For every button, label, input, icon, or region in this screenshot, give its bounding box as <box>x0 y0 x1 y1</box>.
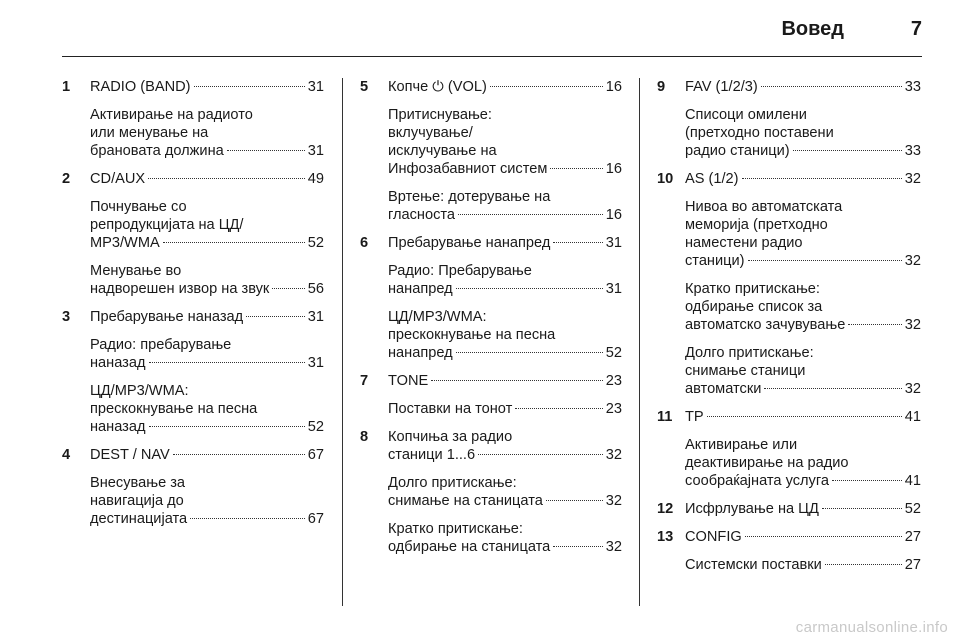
index-entry <box>657 408 921 490</box>
entry-text: Копче ⏻ (VOL) <box>388 79 487 95</box>
index-entry <box>62 446 324 528</box>
sub-entry <box>90 262 324 298</box>
toc-line <box>90 446 324 464</box>
toc-line <box>90 308 324 326</box>
entry-number: 6 <box>360 235 369 251</box>
toc-line <box>685 528 921 546</box>
entry-number: 7 <box>360 373 369 389</box>
entry-page: 31 <box>605 235 622 251</box>
index-entry <box>657 500 921 518</box>
sub-entry-line: Менување во <box>90 263 182 279</box>
sub-entry-line: навигација до <box>90 493 184 509</box>
dot-leader <box>546 500 603 501</box>
entry-page: 52 <box>605 345 622 361</box>
entry-page: 16 <box>605 79 622 95</box>
entry-text: наназад <box>90 419 146 435</box>
index-entry <box>360 78 622 224</box>
sub-entry-line: Почнување со <box>90 199 187 215</box>
dot-leader <box>707 416 902 417</box>
page-title: Вовед <box>781 18 844 40</box>
dot-leader <box>194 86 305 87</box>
index-entry <box>62 170 324 298</box>
index-column-3 <box>657 78 921 584</box>
index-column-2 <box>360 78 622 566</box>
entry-text: радио станици) <box>685 143 790 159</box>
toc-line <box>388 446 622 464</box>
sub-entry-line: наместени радио <box>685 235 803 251</box>
dot-leader <box>148 178 305 179</box>
entry-page: 32 <box>605 539 622 555</box>
entry-number: 8 <box>360 429 369 445</box>
sub-entry-line: Радио: пребарување <box>90 337 232 353</box>
sub-entry <box>685 556 921 574</box>
toc-line <box>90 142 324 160</box>
entry-text: Копчиња за радио <box>388 429 513 445</box>
entry-text: автоматски <box>685 381 762 397</box>
sub-entry-line: Кратко притискање: <box>388 521 523 537</box>
sub-entry-line: ЦД/MP3/WMA: <box>388 309 487 325</box>
entry-text: брановата должина <box>90 143 224 159</box>
entry-page: 67 <box>307 447 324 463</box>
dot-leader <box>761 86 902 87</box>
dot-leader <box>149 426 305 427</box>
entry-text: сообраќајната услуга <box>685 473 829 489</box>
sub-entry-line: прескокнување на песна <box>388 327 556 343</box>
index-entry <box>360 372 622 418</box>
entry-text: MP3/WMA <box>90 235 160 251</box>
entry-text: станици) <box>685 253 745 269</box>
entry-text: AS (1/2) <box>685 171 739 187</box>
entry-number: 13 <box>657 529 674 545</box>
entry-page: 16 <box>605 207 622 223</box>
toc-line <box>685 472 921 490</box>
sub-entry-line: снимање станици <box>685 363 806 379</box>
entry-page: 52 <box>904 501 921 517</box>
entry-number: 11 <box>657 409 673 425</box>
entry-text: Исфрлување на ЦД <box>685 501 819 517</box>
entry-page: 32 <box>605 447 622 463</box>
sub-entry <box>388 106 622 178</box>
page-header <box>0 0 960 60</box>
entry-text: снимање на станицата <box>388 493 543 509</box>
sub-entry <box>388 520 622 556</box>
dot-leader <box>832 480 902 481</box>
sub-entry-line: или менување на <box>90 125 209 141</box>
entry-text: нанапред <box>388 281 453 297</box>
entry-text: TONE <box>388 373 429 389</box>
entry-page: 56 <box>307 281 324 297</box>
entry-page: 31 <box>605 281 622 297</box>
sub-entry <box>90 336 324 372</box>
entry-page: 31 <box>307 143 324 159</box>
toc-line <box>388 372 622 390</box>
toc-line <box>685 252 921 270</box>
entry-text: Пребарување нанапред <box>388 235 551 251</box>
dot-leader <box>173 454 305 455</box>
dot-leader <box>793 150 902 151</box>
sub-entry <box>90 106 324 160</box>
sub-entry <box>90 198 324 252</box>
dot-leader <box>490 86 603 87</box>
sub-entry-line: Нивоа во автоматската <box>685 199 843 215</box>
entry-number: 2 <box>62 171 71 187</box>
sub-entry <box>685 106 921 160</box>
dot-leader <box>163 242 305 243</box>
sub-entry <box>90 382 324 436</box>
sub-entry-line: деактивирање на радио <box>685 455 849 471</box>
entry-page: 27 <box>904 529 921 545</box>
toc-line <box>685 500 921 518</box>
entry-page: 33 <box>904 79 921 95</box>
toc-line <box>388 234 622 252</box>
toc-line <box>388 538 622 556</box>
entry-page: 52 <box>307 235 324 251</box>
entry-text: станици 1...6 <box>388 447 476 463</box>
entry-page: 23 <box>605 401 622 417</box>
dot-leader <box>456 352 603 353</box>
entry-text: наназад <box>90 355 146 371</box>
index-entry <box>62 308 324 436</box>
index-entry <box>657 528 921 574</box>
toc-line <box>685 142 921 160</box>
dot-leader <box>550 168 602 169</box>
entry-number: 3 <box>62 309 71 325</box>
toc-line <box>90 280 324 298</box>
toc-line <box>685 380 921 398</box>
dot-leader <box>431 380 602 381</box>
sub-entry <box>685 436 921 490</box>
entry-text: RADIO (BAND) <box>90 79 191 95</box>
entry-page: 31 <box>307 79 324 95</box>
entry-page: 31 <box>307 355 324 371</box>
entry-text: Системски поставки <box>685 557 822 573</box>
sub-entry-line: репродукцијата на ЦД/ <box>90 217 244 233</box>
entry-text: CONFIG <box>685 529 742 545</box>
sub-entry <box>685 344 921 398</box>
toc-line <box>90 170 324 188</box>
dot-leader <box>742 178 902 179</box>
entry-number: 1 <box>62 79 71 95</box>
sub-entry-line: Списоци омилени <box>685 107 807 123</box>
sub-entry-line: Кратко притискање: <box>685 281 820 297</box>
header-rule <box>62 56 922 57</box>
toc-line <box>388 428 622 446</box>
sub-entry <box>388 474 622 510</box>
index-entry <box>360 428 622 556</box>
index-column-1 <box>62 78 324 538</box>
dot-leader <box>553 242 602 243</box>
dot-leader <box>149 362 305 363</box>
dot-leader <box>246 316 305 317</box>
toc-line <box>685 316 921 334</box>
entry-page: 52 <box>307 419 324 435</box>
entry-text: автоматско зачувување <box>685 317 846 333</box>
toc-line <box>685 556 921 574</box>
dot-leader <box>272 288 304 289</box>
dot-leader <box>748 260 902 261</box>
sub-entry-line: (претходно поставени <box>685 125 834 141</box>
dot-leader <box>458 214 603 215</box>
sub-entry <box>388 262 622 298</box>
entry-text: надворешен извор на звук <box>90 281 270 297</box>
entry-page: 67 <box>307 511 324 527</box>
entry-text: одбирање на станицата <box>388 539 551 555</box>
sub-entry-line: Долго притискање: <box>388 475 517 491</box>
dot-leader <box>825 564 902 565</box>
entry-number: 9 <box>657 79 666 95</box>
toc-line <box>90 510 324 528</box>
sub-entry-line: Притиснување: <box>388 107 492 123</box>
dot-leader <box>190 518 305 519</box>
entry-number: 10 <box>657 171 674 187</box>
entry-text: CD/AUX <box>90 171 146 187</box>
page-number: 7 <box>910 18 922 40</box>
column-divider <box>342 78 343 606</box>
toc-line <box>685 408 921 426</box>
entry-page: 32 <box>904 381 921 397</box>
entry-text: дестинацијата <box>90 511 188 527</box>
toc-line <box>388 280 622 298</box>
entry-page: 31 <box>307 309 324 325</box>
entry-page: 32 <box>904 317 921 333</box>
toc-line <box>90 354 324 372</box>
entry-text: Пребарување наназад <box>90 309 244 325</box>
entry-number: 5 <box>360 79 369 95</box>
dot-leader <box>764 388 901 389</box>
entry-page: 16 <box>605 161 622 177</box>
sub-entry-line: Радио: Пребарување <box>388 263 532 279</box>
sub-entry-line: Активирање или <box>685 437 798 453</box>
sub-entry-line: Вртење: дотерување на <box>388 189 551 205</box>
index-entry <box>657 170 921 398</box>
entry-text: нанапред <box>388 345 453 361</box>
dot-leader <box>745 536 902 537</box>
sub-entry-line: ЦД/MP3/WMA: <box>90 383 189 399</box>
toc-line <box>388 344 622 362</box>
sub-entry-line: одбирање список за <box>685 299 823 315</box>
entry-page: 41 <box>904 473 921 489</box>
entry-page: 27 <box>904 557 921 573</box>
toc-line <box>685 170 921 188</box>
entry-number: 4 <box>62 447 71 463</box>
entry-page: 32 <box>605 493 622 509</box>
index-entry <box>657 78 921 160</box>
sub-entry <box>685 198 921 270</box>
sub-entry-line: Внесување за <box>90 475 186 491</box>
entry-page: 32 <box>904 171 921 187</box>
toc-line <box>388 160 622 178</box>
dot-leader <box>227 150 305 151</box>
column-divider <box>639 78 640 606</box>
sub-entry <box>388 188 622 224</box>
dot-leader <box>822 508 902 509</box>
sub-entry <box>388 400 622 418</box>
dot-leader <box>553 546 603 547</box>
entry-page: 41 <box>904 409 921 425</box>
sub-entry-line: Долго притискање: <box>685 345 814 361</box>
entry-page: 49 <box>307 171 324 187</box>
entry-text: Поставки на тонот <box>388 401 513 417</box>
sub-entry-line: Активирање на радиото <box>90 107 253 123</box>
toc-line <box>388 78 622 96</box>
entry-text: TP <box>685 409 704 425</box>
toc-line <box>90 78 324 96</box>
entry-text: Инфозабавниот систем <box>388 161 548 177</box>
toc-line <box>685 78 921 96</box>
sub-entry-line: меморија (претходно <box>685 217 828 233</box>
watermark: carmanualsonline.info <box>795 619 948 636</box>
entry-page: 33 <box>904 143 921 159</box>
index-entry <box>62 78 324 160</box>
toc-line <box>90 234 324 252</box>
index-entry <box>360 234 622 362</box>
entry-page: 23 <box>605 373 622 389</box>
entry-text: FAV (1/2/3) <box>685 79 758 95</box>
toc-line <box>388 206 622 224</box>
sub-entry <box>388 308 622 362</box>
sub-entry-line: прескокнување на песна <box>90 401 258 417</box>
sub-entry-line: исклучување на <box>388 143 497 159</box>
dot-leader <box>478 454 603 455</box>
toc-line <box>90 418 324 436</box>
toc-line <box>388 400 622 418</box>
dot-leader <box>456 288 603 289</box>
entry-number: 12 <box>657 501 674 517</box>
entry-text: гласноста <box>388 207 456 223</box>
sub-entry-line: вклучување/ <box>388 125 473 141</box>
dot-leader <box>515 408 602 409</box>
sub-entry <box>90 474 324 528</box>
sub-entry <box>685 280 921 334</box>
toc-line <box>388 492 622 510</box>
dot-leader <box>848 324 901 325</box>
entry-page: 32 <box>904 253 921 269</box>
entry-text: DEST / NAV <box>90 447 170 463</box>
